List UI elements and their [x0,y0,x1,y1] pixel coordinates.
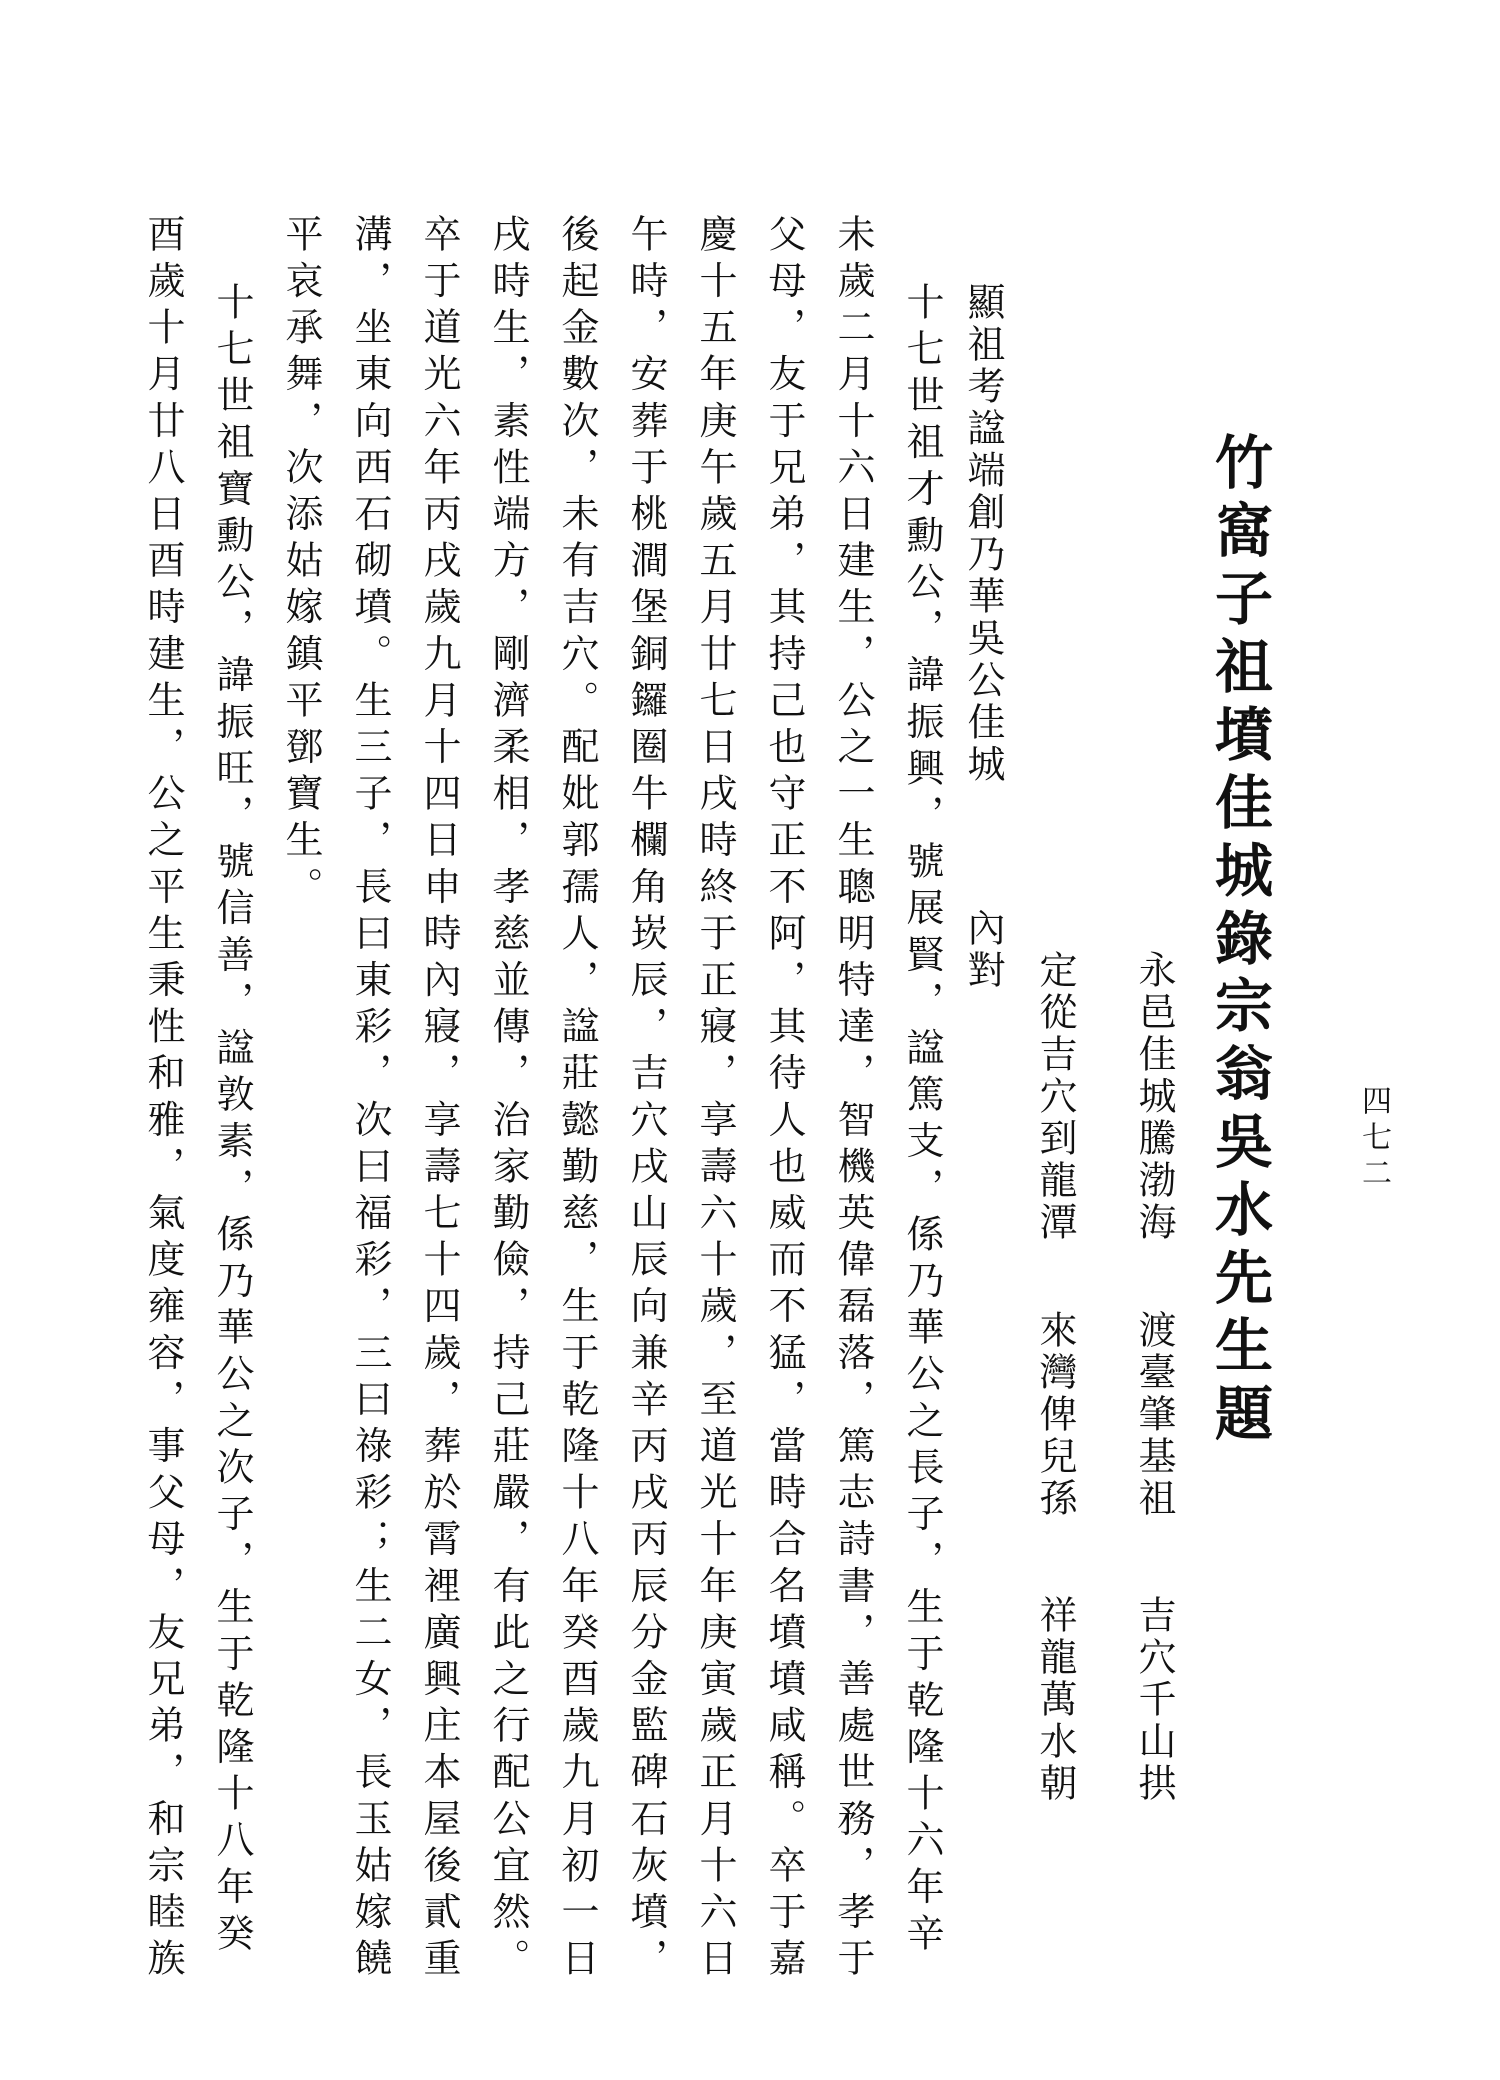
body-column-7: 戌時生，素性端方，剛濟柔相，孝慈並傳，治家勤儉，持己莊嚴，有此之行配公宜然。 [486,214,530,1985]
page-title: 竹窩子祖墳佳城錄 [1205,432,1273,976]
verse-line-1a: 永邑佳城騰渤海 [1132,950,1176,1244]
body-column-2: 未歲二月十六日建生，公之一生聰明特達，智機英偉磊落，篤志詩書，善處世務，孝于 [831,214,875,1985]
body-column-3: 父母，友于兄弟，其持己也守正不阿，其待人也威而不猛，當時合名墳墳咸稱。卒于嘉 [762,214,806,1985]
verse-line-1c: 吉穴千山拱 [1132,1595,1176,1805]
body-column-8: 卒于道光六年丙戌歲九月十四日申時內寢，享壽七十四歲，葬於霄裡廣興庄本屋後貳重 [417,214,461,1985]
verse-line-2c: 祥龍萬水朝 [1033,1595,1077,1805]
title-author: 宗翁吳水先生題 [1205,975,1273,1451]
body-column-10: 平哀承舞，次添姑嫁鎮平鄧寶生。 [279,214,323,913]
page-number: 四七二 [1356,1085,1391,1193]
body-column-9: 溝，坐東向西石砌墳。生三子，長曰東彩，次曰福彩，三曰祿彩；生二女，長玉姑嫁饒 [348,214,392,1985]
body-column-4: 慶十五年庚午歲五月廿七日戌時終于正寢，享壽六十歲，至道光十年庚寅歲正月十六日 [693,214,737,1985]
body-column-5: 午時，安葬于桃澗堡銅鑼圈牛欄角崁辰，吉穴戌山辰向兼辛丙戌丙辰分金監碑石灰墳， [624,214,668,1985]
heading-name: 顯祖考諡端創乃華吳公佳城 [961,282,1005,786]
body-column-12: 酉歲十月廿八日酉時建生，公之平生秉性和雅，氣度雍容，事父母，友兄弟，和宗睦族 [141,214,185,1985]
body-column-11: 十七世祖寶勳公，諱振旺，號信善，諡敦素，係乃華公之次子，生于乾隆十八年癸 [210,282,254,1960]
verse-line-1b: 渡臺肇基祖 [1132,1310,1176,1520]
body-column-6: 後起金數次，未有吉穴。配妣郭孺人，諡莊懿勤慈，生于乾隆十八年癸酉歲九月初一日 [555,214,599,1985]
verse-line-2b: 來灣俾兒孫 [1033,1310,1077,1520]
body-column-1: 十七世祖才勳公，諱振興，號展賢，諡篤支，係乃華公之長子，生于乾隆十六年辛 [900,282,944,1960]
heading-note: 內對 [961,908,1005,992]
verse-line-2a: 定從吉穴到龍潭 [1033,950,1077,1244]
